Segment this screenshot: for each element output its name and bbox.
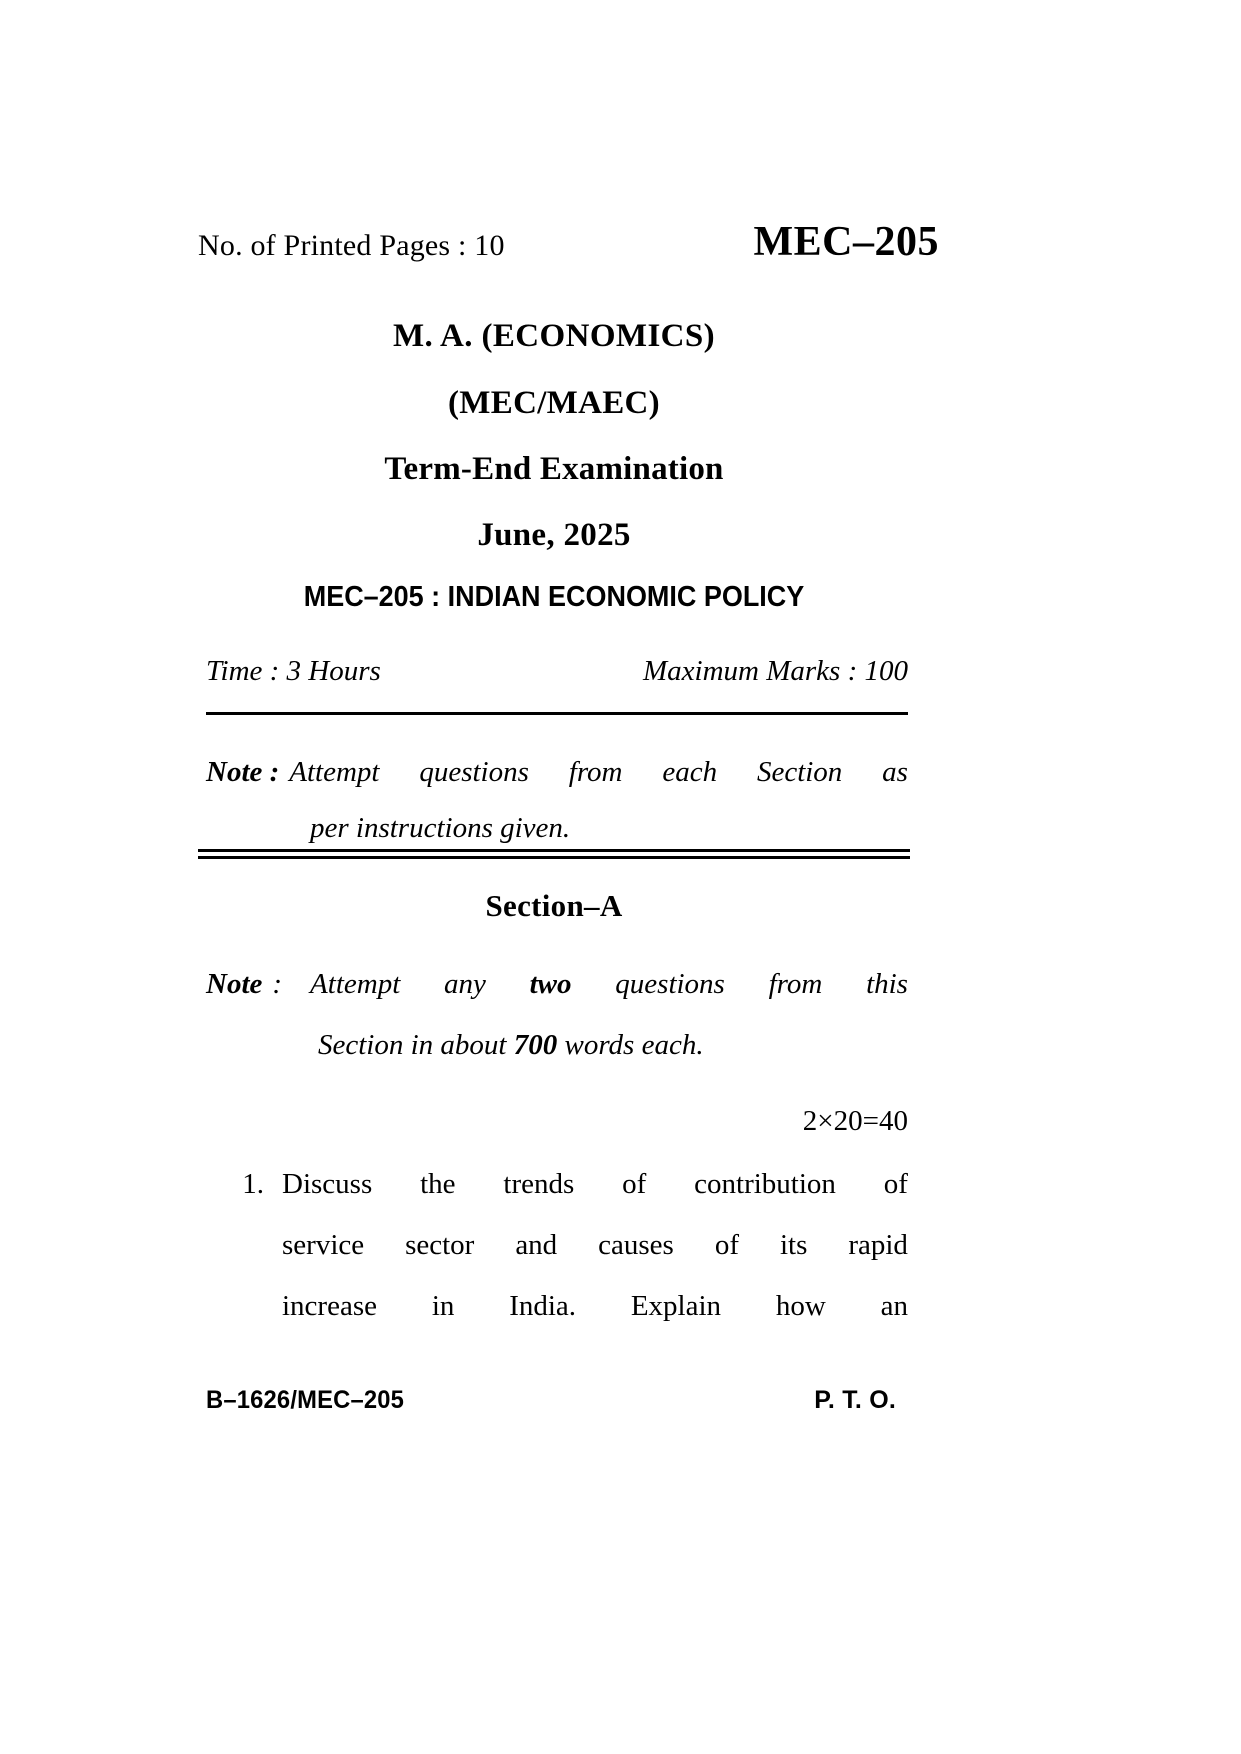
footer-pto: P. T. O.: [814, 1386, 896, 1414]
examination-title: Term-End Examination: [384, 451, 724, 487]
general-note-line-2: per instructions given.: [310, 812, 571, 844]
word: contribution: [694, 1168, 836, 1200]
word: how: [775, 1290, 826, 1322]
word: Explain: [630, 1290, 722, 1322]
word: causes: [598, 1229, 674, 1261]
section-note-label: Note: [206, 968, 263, 1000]
word: increase: [282, 1290, 377, 1322]
section-note-suffix: words each.: [557, 1029, 704, 1061]
maximum-marks: Maximum Marks : 100: [643, 655, 908, 687]
word: of: [622, 1168, 647, 1200]
question-1-line-3: [206, 1290, 910, 1323]
printed-pages-label: No. of Printed Pages : 10: [198, 229, 505, 262]
page-footer: [206, 1386, 910, 1415]
word: as: [882, 756, 908, 788]
word: two: [529, 968, 572, 1000]
word: this: [866, 968, 908, 1000]
question-1-line-2: [206, 1229, 910, 1262]
section-note-word-count: 700: [513, 1029, 558, 1061]
exam-meta-row: [206, 655, 910, 688]
word: its: [779, 1229, 808, 1261]
word: trends: [503, 1168, 575, 1200]
word: India.: [509, 1290, 577, 1322]
question-1-number: 1.: [242, 1168, 264, 1200]
general-note-label: Note :: [206, 756, 280, 788]
word: Discuss: [282, 1168, 373, 1200]
question-1: [206, 1168, 910, 1351]
word: each: [662, 756, 718, 788]
word: Attempt: [310, 968, 401, 1000]
degree-title: M. A. (ECONOMICS): [392, 318, 716, 354]
word: from: [768, 968, 823, 1000]
session-title: June, 2025: [477, 517, 631, 553]
word: service: [282, 1229, 365, 1261]
question-1-line-1-words: [282, 1168, 910, 1201]
section-divider-rule: [198, 849, 910, 859]
divider-rule-top: [198, 849, 910, 852]
word: questions: [419, 756, 529, 788]
word: of: [883, 1168, 908, 1200]
general-note-line-1: [206, 744, 910, 800]
word: the: [420, 1168, 456, 1200]
section-note-line-2: [206, 1029, 910, 1062]
word: any: [444, 968, 486, 1000]
general-note-line-1-words: [279, 744, 910, 800]
section-note-line-1-words: [282, 968, 910, 1001]
word: and: [515, 1229, 558, 1261]
section-note: [206, 968, 910, 1062]
word: an: [880, 1290, 908, 1322]
page-header: [198, 218, 943, 266]
section-note-colon: :: [272, 968, 283, 1000]
programme-title: (MEC/MAEC): [448, 385, 660, 421]
header-divider-rule: [206, 712, 908, 715]
section-heading: Section–A: [485, 888, 623, 923]
word: questions: [615, 968, 725, 1000]
word: in: [431, 1290, 455, 1322]
paper-code: MEC–205: [753, 219, 939, 265]
word: rapid: [848, 1229, 908, 1261]
general-note: [206, 744, 910, 856]
word: of: [714, 1229, 739, 1261]
title-block: [198, 318, 910, 614]
word: Section: [756, 756, 843, 788]
footer-paper-id: B–1626/MEC–205: [206, 1386, 405, 1414]
time-allowed: Time : 3 Hours: [206, 655, 381, 687]
question-1-line-1: [206, 1168, 910, 1201]
section-marks: 2×20=40: [802, 1105, 908, 1137]
word: Attempt: [289, 756, 380, 788]
word: sector: [405, 1229, 475, 1261]
subject-title: MEC–205 : INDIAN ECONOMIC POLICY: [303, 581, 805, 613]
section-note-prefix: Section in about: [318, 1029, 514, 1061]
section-note-line-1: [206, 968, 910, 1001]
divider-rule-bottom: [198, 856, 910, 859]
word: from: [568, 756, 623, 788]
